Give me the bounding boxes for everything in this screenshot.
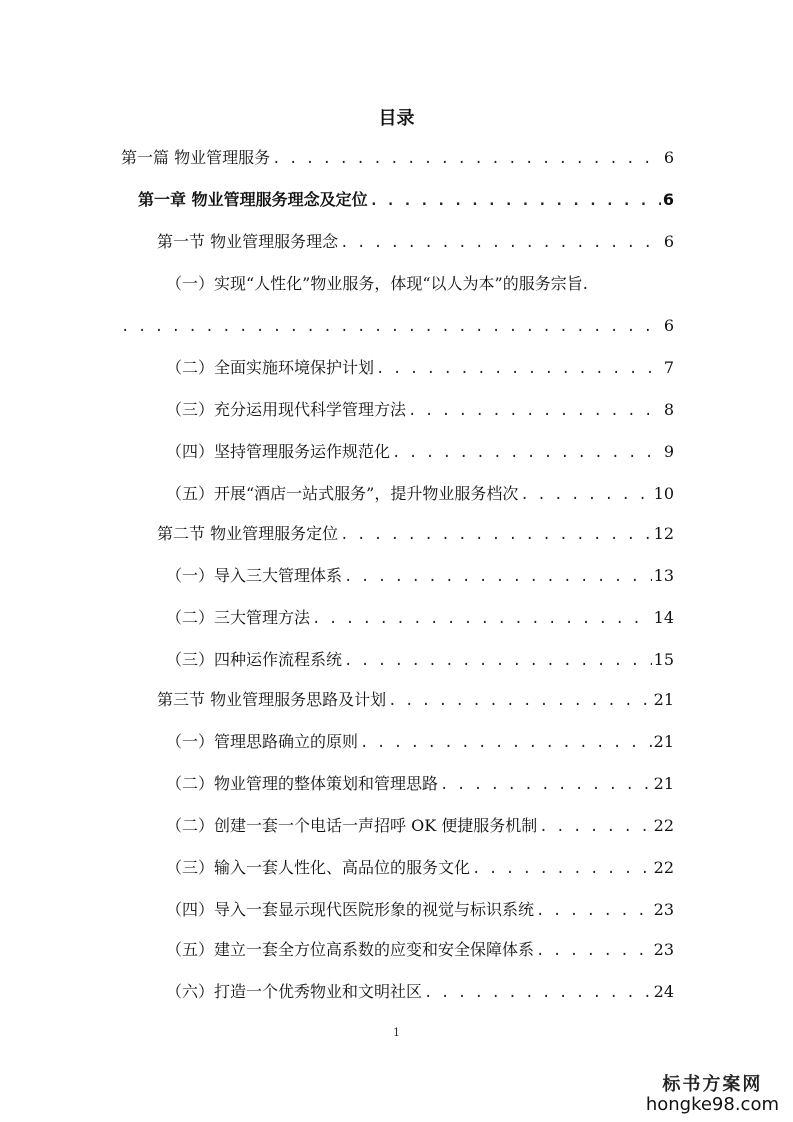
leader-dots	[536, 900, 652, 922]
toc-entry-label: （四）坚持管理服务运作规范化	[166, 442, 391, 461]
toc-title: 目录	[378, 108, 415, 129]
toc-entry-label: （二）创建一套一个电话一声招呼 OK 便捷服务机制	[166, 816, 538, 835]
leader-dots	[340, 524, 652, 546]
leader-dots	[520, 484, 651, 506]
toc-entry-page: 21	[653, 774, 674, 793]
leader-dots	[344, 650, 652, 672]
toc-entry-page: 6	[662, 190, 674, 209]
toc-entry-label: （二）全面实施环境保护计划	[166, 358, 375, 377]
toc-entry-part-1[interactable]	[121, 146, 674, 170]
toc-entry-page: 6	[663, 316, 674, 335]
leader-dots	[312, 608, 652, 630]
site-watermark-logo	[646, 1070, 779, 1115]
toc-entry-page: 13	[653, 566, 674, 585]
toc-entry-page: 8	[663, 400, 674, 419]
toc-entry-section-2[interactable]	[157, 522, 674, 546]
toc-entry-item-3-3[interactable]	[166, 814, 674, 838]
toc-entry-item-1-1-continuation[interactable]	[121, 314, 674, 338]
toc-entry-item-2-2[interactable]	[166, 606, 674, 630]
toc-entry-item-2-3[interactable]	[166, 648, 674, 672]
toc-entry-page: 10	[653, 484, 674, 503]
toc-entry-page: 22	[653, 816, 674, 835]
toc-entry-page: 22	[653, 858, 674, 877]
toc-entry-label: （一）管理思路确立的原则	[166, 732, 359, 751]
toc-entry-label: （四）导入一套显示现代医院形象的视觉与标识系统	[166, 900, 535, 919]
leader-dots	[360, 732, 652, 754]
toc-entry-page: 6	[663, 232, 674, 251]
toc-entry-page: 24	[653, 982, 674, 1001]
watermark-cn-text: 标书方案网	[662, 1074, 763, 1095]
toc-entry-item-3-4[interactable]	[166, 856, 674, 880]
leader-dots	[370, 190, 661, 212]
toc-entry-item-3-2[interactable]	[166, 772, 674, 796]
toc-entry-item-1-3[interactable]	[166, 398, 674, 422]
leader-dots	[121, 316, 662, 338]
toc-entry-label: （三）四种运作流程系统	[166, 650, 343, 669]
toc-entry-label: 第一章 物业管理服务理念及定位	[138, 190, 368, 209]
toc-entry-page: 23	[653, 900, 674, 919]
toc-entry-page: 21	[653, 732, 674, 751]
leader-dots	[539, 816, 651, 838]
toc-entry-label: （二）三大管理方法	[166, 608, 311, 627]
toc-entry-label: （五）开展“酒店一站式服务”，提升物业服务档次	[166, 484, 519, 503]
toc-entry-page: 7	[663, 358, 674, 377]
toc-entry-item-1-1[interactable]	[166, 272, 588, 296]
leader-dots	[424, 982, 652, 1004]
toc-entry-label: （三）充分运用现代科学管理方法	[166, 400, 407, 419]
leader-dots	[408, 400, 662, 422]
toc-entry-label: （六）打造一个优秀物业和文明社区	[166, 982, 423, 1001]
toc-entry-label: （二）物业管理的整体策划和管理思路	[166, 774, 439, 793]
toc-entry-section-3[interactable]	[157, 688, 674, 712]
leader-dots	[272, 148, 662, 170]
toc-entry-page: 15	[653, 650, 674, 669]
leader-dots	[344, 566, 652, 588]
page-number: 1	[393, 1026, 400, 1039]
leader-dots	[388, 690, 652, 712]
toc-entry-section-1[interactable]	[157, 230, 674, 254]
toc-entry-page: 14	[653, 608, 674, 627]
toc-entry-label: （一）导入三大管理体系	[166, 566, 343, 585]
toc-entry-label: （五）建立一套全方位高系数的应变和安全保障体系	[166, 940, 535, 959]
toc-entry-item-1-4[interactable]	[166, 440, 674, 464]
toc-entry-item-2-1[interactable]	[166, 564, 674, 588]
leader-dots	[392, 442, 662, 464]
toc-entry-label: 第三节 物业管理服务思路及计划	[157, 690, 387, 709]
toc-entry-page: 21	[653, 690, 674, 709]
toc-entry-item-3-6[interactable]	[166, 938, 674, 962]
toc-entry-page: 23	[653, 940, 674, 959]
leader-dots	[472, 858, 652, 880]
toc-entry-item-3-1[interactable]	[166, 730, 674, 754]
toc-entry-label: （一）实现“人性化”物业服务，体现“以人为本”的服务宗旨.	[166, 274, 588, 293]
leader-dots	[440, 774, 652, 796]
toc-entry-label: （三）输入一套人性化、高品位的服务文化	[166, 858, 471, 877]
toc-entry-label: 第二节 物业管理服务定位	[157, 524, 339, 543]
toc-entry-item-1-5[interactable]	[166, 482, 674, 506]
toc-entry-page: 9	[663, 442, 674, 461]
watermark-en-text: hongke98.com	[645, 1094, 779, 1115]
leader-dots	[340, 232, 662, 254]
toc-entry-label: 第一节 物业管理服务理念	[157, 232, 339, 251]
toc-entry-page: 6	[663, 148, 674, 167]
leader-dots	[536, 940, 652, 962]
toc-entry-page: 12	[653, 524, 674, 543]
toc-entry-item-3-7[interactable]	[166, 980, 674, 1004]
leader-dots	[376, 358, 662, 380]
toc-entry-label: 第一篇 物业管理服务	[121, 148, 271, 167]
toc-entry-item-3-5[interactable]	[166, 898, 674, 922]
toc-entry-item-1-2[interactable]	[166, 356, 674, 380]
toc-entry-chapter-1[interactable]	[138, 188, 674, 212]
